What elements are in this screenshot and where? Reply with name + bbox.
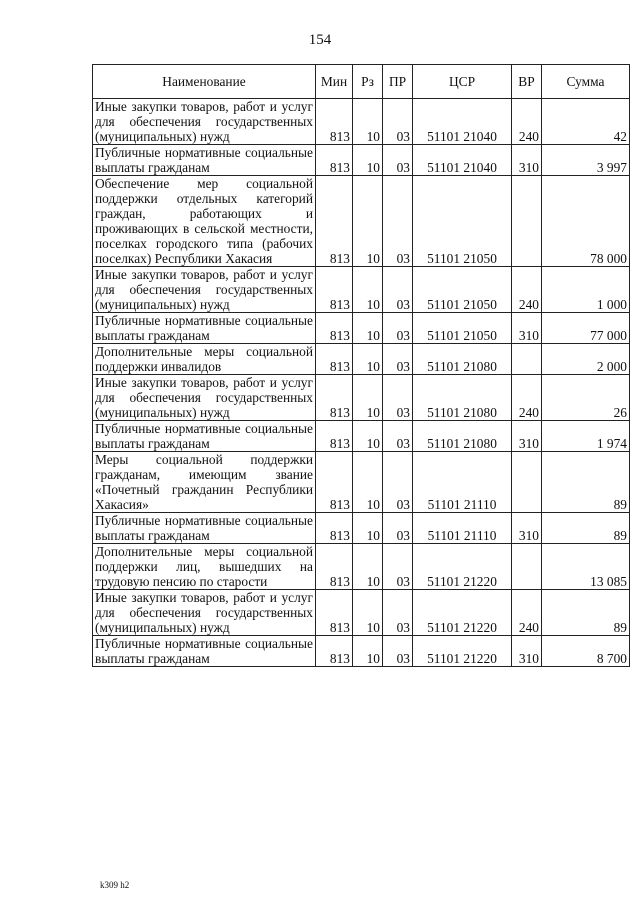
cell-min: 813 bbox=[316, 452, 353, 513]
cell-name: Меры социальной поддержки гражданам, имеющим звание «Почетный гражданин Республики Хакасия» bbox=[93, 452, 316, 513]
cell-sum: 3 997 bbox=[542, 145, 630, 176]
cell-rz: 10 bbox=[353, 452, 383, 513]
cell-csr: 51101 21110 bbox=[413, 452, 512, 513]
table-row bbox=[93, 344, 630, 375]
cell-csr: 51101 21080 bbox=[413, 344, 512, 375]
table-row bbox=[93, 313, 630, 344]
cell-vr: 240 bbox=[512, 375, 542, 421]
cell-sum: 26 bbox=[542, 375, 630, 421]
page-number: 154 bbox=[308, 32, 332, 48]
cell-pr: 03 bbox=[383, 513, 413, 544]
header-name: Наименование bbox=[93, 65, 316, 99]
cell-rz: 10 bbox=[353, 544, 383, 590]
cell-sum: 1 974 bbox=[542, 421, 630, 452]
cell-vr bbox=[512, 176, 542, 267]
cell-csr: 51101 21080 bbox=[413, 375, 512, 421]
cell-vr: 240 bbox=[512, 590, 542, 636]
cell-pr: 03 bbox=[383, 375, 413, 421]
cell-vr: 310 bbox=[512, 145, 542, 176]
cell-rz: 10 bbox=[353, 145, 383, 176]
cell-name: Публичные нормативные социальные выплаты гражданам bbox=[93, 313, 316, 344]
cell-rz: 10 bbox=[353, 636, 383, 667]
cell-rz: 10 bbox=[353, 313, 383, 344]
cell-min: 813 bbox=[316, 513, 353, 544]
cell-name: Иные закупки товаров, работ и услуг для обеспечения государственных (муниципальных) нужд bbox=[93, 99, 316, 145]
cell-sum: 8 700 bbox=[542, 636, 630, 667]
table-row bbox=[93, 375, 630, 421]
cell-sum: 89 bbox=[542, 513, 630, 544]
cell-min: 813 bbox=[316, 344, 353, 375]
cell-csr: 51101 21040 bbox=[413, 145, 512, 176]
cell-sum: 13 085 bbox=[542, 544, 630, 590]
cell-min: 813 bbox=[316, 375, 353, 421]
cell-rz: 10 bbox=[353, 267, 383, 313]
table-row bbox=[93, 513, 630, 544]
cell-sum: 2 000 bbox=[542, 344, 630, 375]
cell-vr: 310 bbox=[512, 513, 542, 544]
header-rz: Рз bbox=[353, 65, 383, 99]
cell-min: 813 bbox=[316, 544, 353, 590]
table-row bbox=[93, 544, 630, 590]
table-row bbox=[93, 452, 630, 513]
cell-pr: 03 bbox=[383, 145, 413, 176]
cell-min: 813 bbox=[316, 421, 353, 452]
cell-pr: 03 bbox=[383, 99, 413, 145]
cell-vr: 310 bbox=[512, 636, 542, 667]
cell-sum: 42 bbox=[542, 99, 630, 145]
table-row bbox=[93, 636, 630, 667]
cell-min: 813 bbox=[316, 313, 353, 344]
cell-vr: 310 bbox=[512, 313, 542, 344]
footer-code: k309 h2 bbox=[100, 880, 130, 890]
cell-name: Дополнительные меры социальной поддержки инвалидов bbox=[93, 344, 316, 375]
cell-vr: 240 bbox=[512, 99, 542, 145]
cell-name: Публичные нормативные социальные выплаты гражданам bbox=[93, 636, 316, 667]
cell-csr: 51101 21050 bbox=[413, 176, 512, 267]
header-min: Мин bbox=[316, 65, 353, 99]
header-vr: ВР bbox=[512, 65, 542, 99]
cell-csr: 51101 21220 bbox=[413, 544, 512, 590]
cell-rz: 10 bbox=[353, 99, 383, 145]
cell-pr: 03 bbox=[383, 344, 413, 375]
cell-pr: 03 bbox=[383, 590, 413, 636]
cell-vr bbox=[512, 544, 542, 590]
cell-csr: 51101 21220 bbox=[413, 636, 512, 667]
table-row bbox=[93, 267, 630, 313]
cell-pr: 03 bbox=[383, 267, 413, 313]
cell-min: 813 bbox=[316, 176, 353, 267]
cell-rz: 10 bbox=[353, 513, 383, 544]
header-sum: Сумма bbox=[542, 65, 630, 99]
cell-min: 813 bbox=[316, 267, 353, 313]
cell-name: Публичные нормативные социальные выплаты гражданам bbox=[93, 513, 316, 544]
cell-min: 813 bbox=[316, 636, 353, 667]
cell-min: 813 bbox=[316, 145, 353, 176]
cell-name: Обеспечение мер социальной поддержки отдельных категорий граждан, работающих и проживающих в сельской местности, поселках городского типа (рабочих поселках) Республики Хакасия bbox=[93, 176, 316, 267]
cell-pr: 03 bbox=[383, 452, 413, 513]
cell-min: 813 bbox=[316, 590, 353, 636]
cell-rz: 10 bbox=[353, 176, 383, 267]
cell-name: Иные закупки товаров, работ и услуг для обеспечения государственных (муниципальных) нужд bbox=[93, 267, 316, 313]
budget-table bbox=[92, 64, 630, 667]
cell-sum: 89 bbox=[542, 590, 630, 636]
cell-rz: 10 bbox=[353, 421, 383, 452]
header-csr: ЦСР bbox=[413, 65, 512, 99]
header-pr: ПР bbox=[383, 65, 413, 99]
cell-rz: 10 bbox=[353, 590, 383, 636]
cell-pr: 03 bbox=[383, 421, 413, 452]
cell-min: 813 bbox=[316, 99, 353, 145]
cell-pr: 03 bbox=[383, 544, 413, 590]
cell-name: Публичные нормативные социальные выплаты гражданам bbox=[93, 421, 316, 452]
cell-name: Публичные нормативные социальные выплаты гражданам bbox=[93, 145, 316, 176]
cell-vr bbox=[512, 344, 542, 375]
cell-rz: 10 bbox=[353, 375, 383, 421]
table-row bbox=[93, 421, 630, 452]
cell-csr: 51101 21050 bbox=[413, 267, 512, 313]
table-row bbox=[93, 145, 630, 176]
cell-sum: 1 000 bbox=[542, 267, 630, 313]
table-row bbox=[93, 99, 630, 145]
cell-vr: 240 bbox=[512, 267, 542, 313]
cell-rz: 10 bbox=[353, 344, 383, 375]
cell-name: Иные закупки товаров, работ и услуг для обеспечения государственных (муниципальных) нужд bbox=[93, 375, 316, 421]
cell-csr: 51101 21110 bbox=[413, 513, 512, 544]
cell-sum: 78 000 bbox=[542, 176, 630, 267]
cell-sum: 77 000 bbox=[542, 313, 630, 344]
table-row bbox=[93, 590, 630, 636]
cell-pr: 03 bbox=[383, 636, 413, 667]
cell-name: Дополнительные меры социальной поддержки лиц, вышедших на трудовую пенсию по старости bbox=[93, 544, 316, 590]
cell-vr: 310 bbox=[512, 421, 542, 452]
cell-sum: 89 bbox=[542, 452, 630, 513]
cell-csr: 51101 21050 bbox=[413, 313, 512, 344]
cell-vr bbox=[512, 452, 542, 513]
table-row bbox=[93, 176, 630, 267]
table-header-row bbox=[93, 65, 630, 99]
cell-pr: 03 bbox=[383, 176, 413, 267]
cell-csr: 51101 21040 bbox=[413, 99, 512, 145]
cell-csr: 51101 21080 bbox=[413, 421, 512, 452]
cell-csr: 51101 21220 bbox=[413, 590, 512, 636]
cell-name: Иные закупки товаров, работ и услуг для обеспечения государственных (муниципальных) нужд bbox=[93, 590, 316, 636]
cell-pr: 03 bbox=[383, 313, 413, 344]
